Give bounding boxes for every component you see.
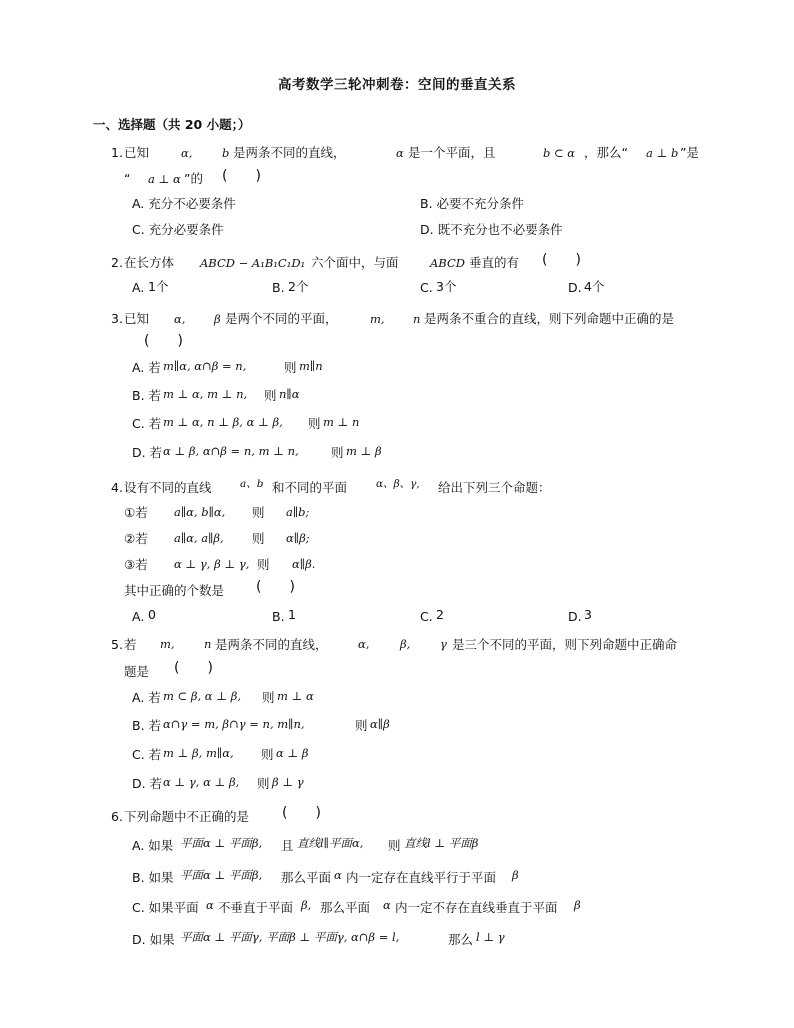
q4-statement-3-math: α ⊥ γ, β ⊥ γ, (174, 557, 250, 571)
q4-option-d-value: 3 (584, 607, 592, 622)
q4-statement-2-text: 则 (252, 531, 265, 546)
q5-option-c-math: m ⊥ β, m∥α, (163, 746, 234, 760)
q5-math-gamma: γ (440, 637, 447, 651)
q6-option-d-text: 那么 (448, 932, 474, 947)
q4-option-a: A. (132, 609, 145, 624)
q4-option-b-value: 1 (288, 607, 296, 622)
q5-text: 是三个不同的平面，则下列命题中正确命 (452, 637, 678, 652)
q5-text: 题是 (124, 664, 150, 679)
q1-option-d: D. 既不充分也不必要条件 (420, 222, 563, 237)
q1-math-expr: a ⊥ α (148, 172, 181, 186)
q5-number: 5. (111, 637, 123, 652)
q4-option-c: C. (420, 609, 433, 624)
q6-option-b-math: β (512, 868, 519, 882)
q6-option-c-math: β, (301, 898, 312, 912)
q3-option-c: C. 若 (132, 416, 162, 431)
q3-math-m: m, (370, 312, 385, 326)
q4-statement-1: ①若 (124, 505, 148, 520)
q4-statement-2: ②若 (124, 531, 148, 546)
q5-option-c: C. 若 (132, 747, 162, 762)
q2-text: 六个面中，与面 (311, 255, 399, 270)
q3-text: 是两个不同的平面， (225, 311, 338, 326)
q5-option-b-text: 则 (355, 718, 368, 733)
q6-text: 下列命题中不正确的是 (124, 809, 250, 824)
q4-statement-2-math: a∥α, a∥β, (174, 531, 224, 545)
q2-number: 2. (111, 255, 123, 270)
q1-text: 是一个平面，且 (408, 145, 496, 160)
q6-option-c-text: 内一定不存在直线垂直于平面 (395, 900, 558, 915)
q5-option-c-text: 则 (261, 747, 274, 762)
q6-option-c-math: α (383, 898, 391, 912)
q6-option-c-text: 那么平面 (320, 900, 371, 915)
q6-option-b-text: 内一定存在直线平行于平面 (346, 870, 497, 885)
q2-math-expr: ABCD − A₁B₁C₁D₁ (200, 256, 306, 270)
q4-option-c-value: 2 (436, 607, 444, 622)
q1-option-a: A. 充分不必要条件 (132, 196, 236, 211)
q3-option-a: A. 若 (132, 360, 161, 375)
q2-option-b-value: 2个 (288, 279, 309, 294)
q2-math-face: ABCD (430, 256, 465, 270)
q3-math-n: n (413, 312, 421, 326)
q1-option-b: B. 必要不充分条件 (420, 196, 525, 211)
q5-option-d-math: α ⊥ γ, α ⊥ β, (163, 775, 240, 789)
q6-option-a-math: 直线l ⊥ 平面β (404, 836, 479, 850)
q2-text: 垂直的有 (469, 255, 520, 270)
q4-answer-paren: ( ) (256, 579, 295, 595)
q3-option-d-math: α ⊥ β, α∩β = n, m ⊥ n, (163, 444, 299, 458)
q6-number: 6. (111, 809, 123, 824)
q3-math-alpha: α, (174, 312, 186, 326)
q1-math-expr: a ⊥ b (646, 146, 679, 160)
q6-option-a-math: 直线l∥平面α, (297, 836, 364, 850)
q3-option-d: D. 若 (132, 445, 163, 460)
q6-option-c-math: β (574, 898, 581, 912)
q3-option-a-text: 则 (284, 360, 297, 375)
q6-option-d-math: 平面α ⊥ 平面γ, 平面β ⊥ 平面γ, α∩β = l, (180, 930, 400, 944)
q4-math-planes: α、β、γ, (376, 478, 420, 490)
q4-statement-2-math: α∥β; (286, 531, 310, 545)
q3-option-d-text: 则 (331, 445, 344, 460)
q3-text: 是两条不重合的直线，则下列命题中正确的是 (424, 311, 675, 326)
q1-math-alpha: α, (181, 146, 193, 160)
q5-option-a: A. 若 (132, 690, 161, 705)
q2-option-b: B. (272, 280, 285, 295)
q1-text: ，那么“ (584, 145, 628, 160)
q6-option-a-text: 则 (388, 838, 401, 853)
q4-text: 给出下列三个命题： (438, 480, 551, 495)
q3-answer-paren: ( ) (144, 333, 183, 349)
q3-option-c-math: m ⊥ n (323, 415, 360, 429)
q4-option-a-value: 0 (148, 607, 156, 622)
q4-text: 和不同的平面 (272, 480, 348, 495)
q1-text: 已知 (124, 145, 150, 160)
q4-statement-3-math: α∥β. (292, 557, 316, 571)
q1-answer-paren: ( ) (222, 168, 261, 184)
q5-option-a-math: m ⊂ β, α ⊥ β, (163, 689, 242, 703)
section-heading: 一、选择题（共 20 小题；） (93, 117, 251, 132)
q5-option-b-math: α∥β (370, 717, 390, 731)
q3-option-a-math: m∥n (299, 359, 323, 373)
q4-statement-3: ③若 (124, 557, 148, 572)
q2-option-c: C. (420, 280, 433, 295)
q6-option-a-text: 且 (281, 838, 294, 853)
q5-option-d-math: β ⊥ γ (272, 775, 304, 789)
q5-math-beta: β, (400, 637, 411, 651)
q5-option-b: B. 若 (132, 718, 162, 733)
q3-option-d-math: m ⊥ β (346, 444, 382, 458)
q1-text: 是两条不同的直线， (233, 145, 346, 160)
q5-option-b-math: α∩γ = m, β∩γ = n, m∥n, (163, 717, 305, 731)
q6-answer-paren: ( ) (282, 805, 321, 821)
q4-statement-1-math: a∥α, b∥α, (174, 505, 226, 519)
q2-option-a-value: 1个 (148, 279, 169, 294)
q2-option-a: A. (132, 280, 145, 295)
q1-text: “ (124, 171, 131, 186)
q2-option-d: D. (568, 280, 582, 295)
q1-text: ”的 (184, 171, 203, 186)
q3-option-b-math: n∥α (279, 387, 300, 401)
q1-math-cond: b ⊂ α (543, 146, 576, 160)
q6-option-b: B. 如果 (132, 870, 174, 885)
q5-option-d-text: 则 (257, 776, 270, 791)
q3-option-b: B. 若 (132, 388, 162, 403)
q1-option-c: C. 充分必要条件 (132, 222, 224, 237)
q4-math-lines: a、b (240, 478, 264, 490)
q4-statement-1-text: 则 (252, 505, 265, 520)
q6-option-b-math: α (334, 868, 342, 882)
q3-option-b-math: m ⊥ α, m ⊥ n, (163, 387, 248, 401)
q6-option-c: C. 如果平面 (132, 900, 199, 915)
q3-option-b-text: 则 (264, 388, 277, 403)
q3-math-beta: β (214, 312, 221, 326)
q4-option-d: D. (568, 609, 582, 624)
q5-option-c-math: α ⊥ β (276, 746, 309, 760)
q4-statement-1-math: a∥b; (286, 505, 310, 519)
q6-option-b-math: 平面α ⊥ 平面β, (180, 868, 263, 882)
q5-math-alpha: α, (358, 637, 370, 651)
q4-question: 其中正确的个数是 (124, 583, 225, 598)
q5-option-a-math: m ⊥ α (277, 689, 314, 703)
q6-option-d-math: l ⊥ γ (476, 930, 505, 944)
q6-option-c-math: α (206, 898, 214, 912)
q4-statement-3-text: 则 (257, 557, 270, 572)
q5-option-a-text: 则 (262, 690, 275, 705)
q1-text: ”是 (680, 145, 699, 160)
q1-number: 1. (111, 145, 123, 160)
q3-text: 已知 (124, 311, 150, 326)
q6-option-a-math: 平面α ⊥ 平面β, (180, 836, 263, 850)
q5-answer-paren: ( ) (174, 660, 213, 676)
q2-text: 在长方体 (124, 255, 175, 270)
q6-option-d: D. 如果 (132, 932, 175, 947)
q1-math-b: b (222, 146, 230, 160)
q4-option-b: B. (272, 609, 285, 624)
q3-option-a-math: m∥α, α∩β = n, (163, 359, 247, 373)
q6-option-c-text: 不垂直于平面 (218, 900, 294, 915)
q4-number: 4. (111, 480, 123, 495)
q1-math-alpha: α (396, 146, 404, 160)
q5-text: 若 (124, 637, 137, 652)
q3-number: 3. (111, 311, 123, 326)
q5-math-n: n (204, 637, 212, 651)
q5-option-d: D. 若 (132, 776, 163, 791)
q3-option-c-math: m ⊥ α, n ⊥ β, α ⊥ β, (163, 415, 283, 429)
q5-math-m: m, (160, 637, 175, 651)
page-title: 高考数学三轮冲刺卷：空间的垂直关系 (278, 77, 516, 93)
q2-option-d-value: 4个 (584, 279, 605, 294)
q6-option-b-text: 那么平面 (281, 870, 332, 885)
q5-text: 是两条不同的直线， (215, 637, 328, 652)
q2-answer-paren: ( ) (542, 252, 581, 268)
q6-option-a: A. 如果 (132, 838, 174, 853)
q3-option-c-text: 则 (308, 416, 321, 431)
q4-text: 设有不同的直线 (124, 480, 212, 495)
q2-option-c-value: 3个 (436, 279, 457, 294)
